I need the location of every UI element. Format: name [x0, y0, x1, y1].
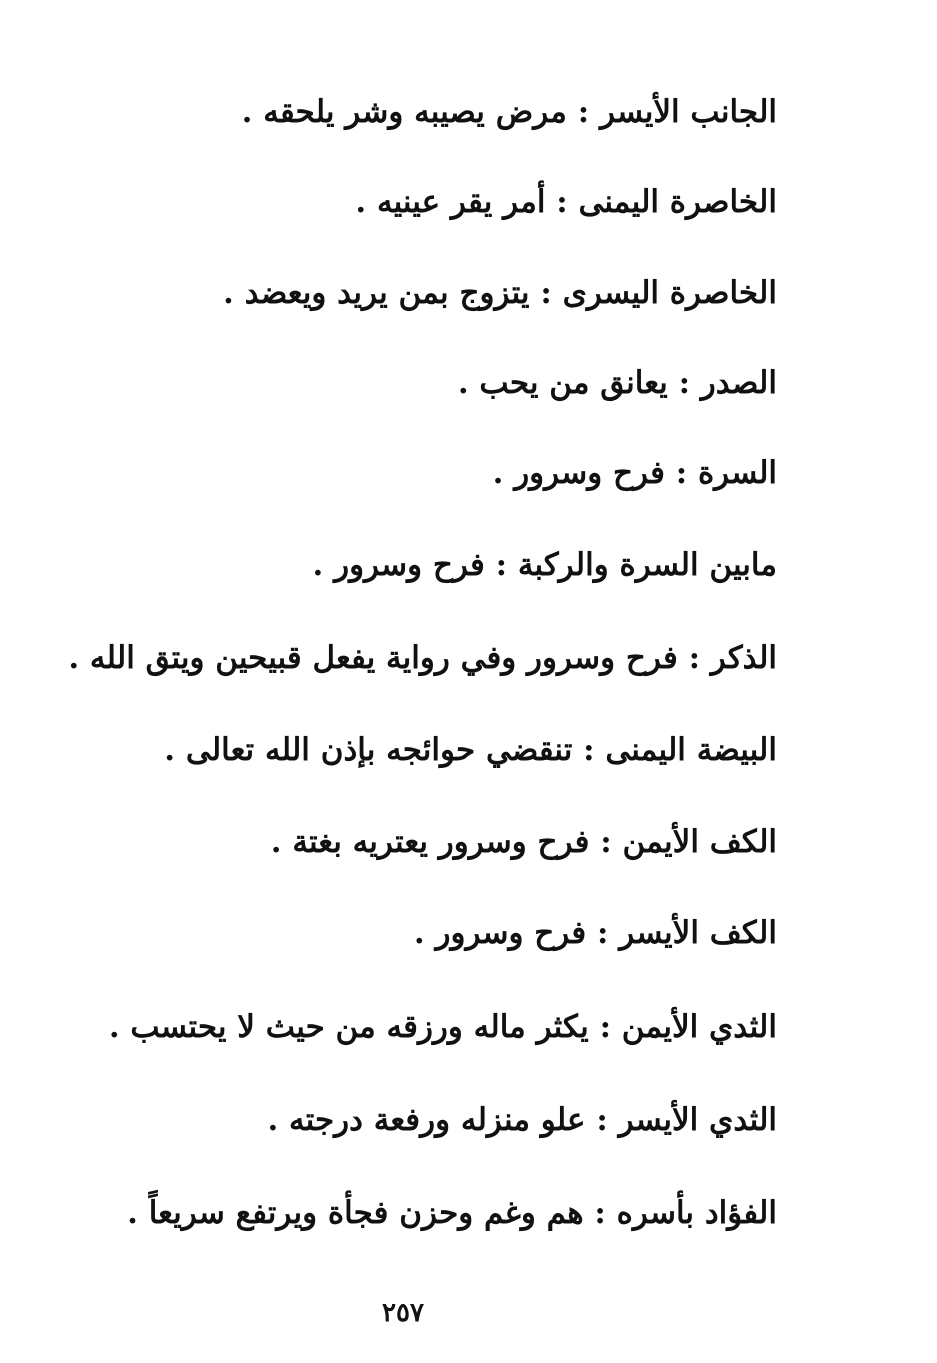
text-line: الفؤاد بأسره : هم وغم وحزن فجأة ويرتفع سريعاً . — [127, 1195, 777, 1231]
text-line: الثدي الأيمن : يكثر ماله ورزقه من حيث لا يحتسب . — [108, 1009, 777, 1045]
text-line: البيضة اليمنى : تنقضي حوائجه بإذن الله تعالى . — [164, 732, 777, 768]
text-line: الكف الأيمن : فرح وسرور يعتريه بغتة . — [270, 824, 777, 860]
text-line: مابين السرة والركبة : فرح وسرور . — [312, 547, 777, 583]
text-line: الكف الأيسر : فرح وسرور . — [413, 915, 777, 951]
text-line: الذكر : فرح وسرور وفي رواية يفعل قبيحين ويتق الله . — [68, 640, 777, 676]
text-line: الخاصرة اليمنى : أمر يقر عينيه . — [355, 184, 777, 220]
text-line: السرة : فرح وسرور . — [492, 455, 777, 491]
text-line: الخاصرة اليسرى : يتزوج بمن يريد ويعضد . — [223, 275, 777, 311]
text-line: الصدر : يعانق من يحب . — [457, 365, 777, 401]
text-line: الجانب الأيسر : مرض يصيبه وشر يلحقه . — [241, 94, 777, 130]
text-line: الثدي الأيسر : علو منزله ورفعة درجته . — [267, 1102, 777, 1138]
page-number: ٢٥٧ — [382, 1298, 424, 1328]
